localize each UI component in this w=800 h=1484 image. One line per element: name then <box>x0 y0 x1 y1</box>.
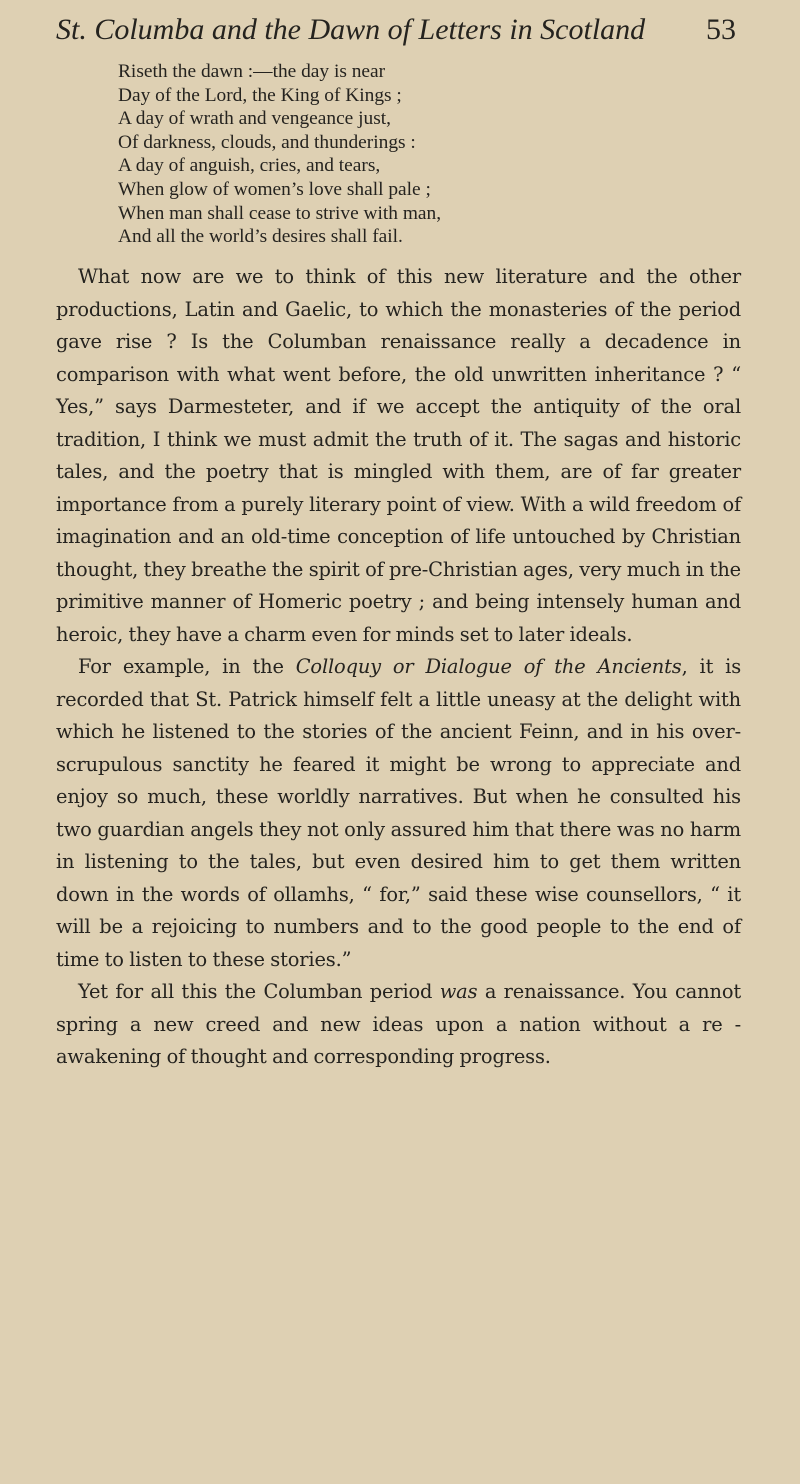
paragraph <box>56 976 741 1074</box>
verse-line: Of darkness, clouds, and thunderings : <box>118 131 416 153</box>
paragraph-text: a renaissance. You cannot spring a new creed and new ideas upon a nation without a re - awakening of thought and corresponding progress. <box>56 980 741 1068</box>
running-title: St. Columba and the Dawn of Letters in Scotland <box>56 13 646 46</box>
paragraph-text: , it is recorded that St. Patrick himself felt a little uneasy at the delight with which he listened to the stories of the ancient Feinn, and in his over-scrupulous sanctity he feared it might be wrong to appreciate and enjoy so much, these worldly narratives. But when he consulted his two guardian angels they not only assured him that there was no harm in listening to the tales, but even desired him to get them written down in the words of ollamhs, “ for,” said these wise counsellors, “ it will be a rejoicing to numbers and to the good people to the end of time to listen to these stories.” <box>56 655 742 971</box>
verse-line: Riseth the dawn :—the day is near <box>118 61 386 82</box>
emphasis: was <box>439 980 478 1003</box>
verse-line: And all the world’s desires shall fail. <box>118 226 403 248</box>
verse-line: A day of anguish, cries, and tears, <box>118 155 381 177</box>
verse-block <box>118 60 678 249</box>
page-number: 53 <box>706 13 736 46</box>
body-text <box>56 261 741 1074</box>
verse-line: Day of the Lord, the King of Kings ; <box>118 84 402 106</box>
running-header <box>56 10 736 50</box>
paragraph <box>56 651 741 976</box>
work-title: Colloquy or Dialogue of the Ancients <box>295 655 682 678</box>
verse-line: When man shall cease to strive with man, <box>118 202 442 224</box>
verse-line: A day of wrath and vengeance just, <box>118 108 391 130</box>
paragraph-text: For example, in the <box>78 655 296 678</box>
verse-line: When glow of women’s love shall pale ; <box>118 178 431 200</box>
paragraph-text: Yet for all this the Columban period <box>78 980 440 1003</box>
paragraph: What now are we to think of this new literature and the other productions, Latin and Gaelic, to which the monasteries of the period gave rise ? Is the Columban renaissance really a decadence in comparison with what went before, the old unwritten inheritance ? “ Yes,” says Darmesteter, and if we accept the antiquity of the oral tradition, I think we must admit the truth of it. The sagas and historic tales, and the poetry that is mingled with them, are of far greater importance from a purely literary point of view. With a wild freedom of imagination and an old-time conception of life untouched by Christian thought, they breathe the spirit of pre-Christian ages, very much in the primitive manner of Homeric poetry ; and being intensely human and heroic, they have a charm even for minds set to later ideals. <box>56 265 741 646</box>
